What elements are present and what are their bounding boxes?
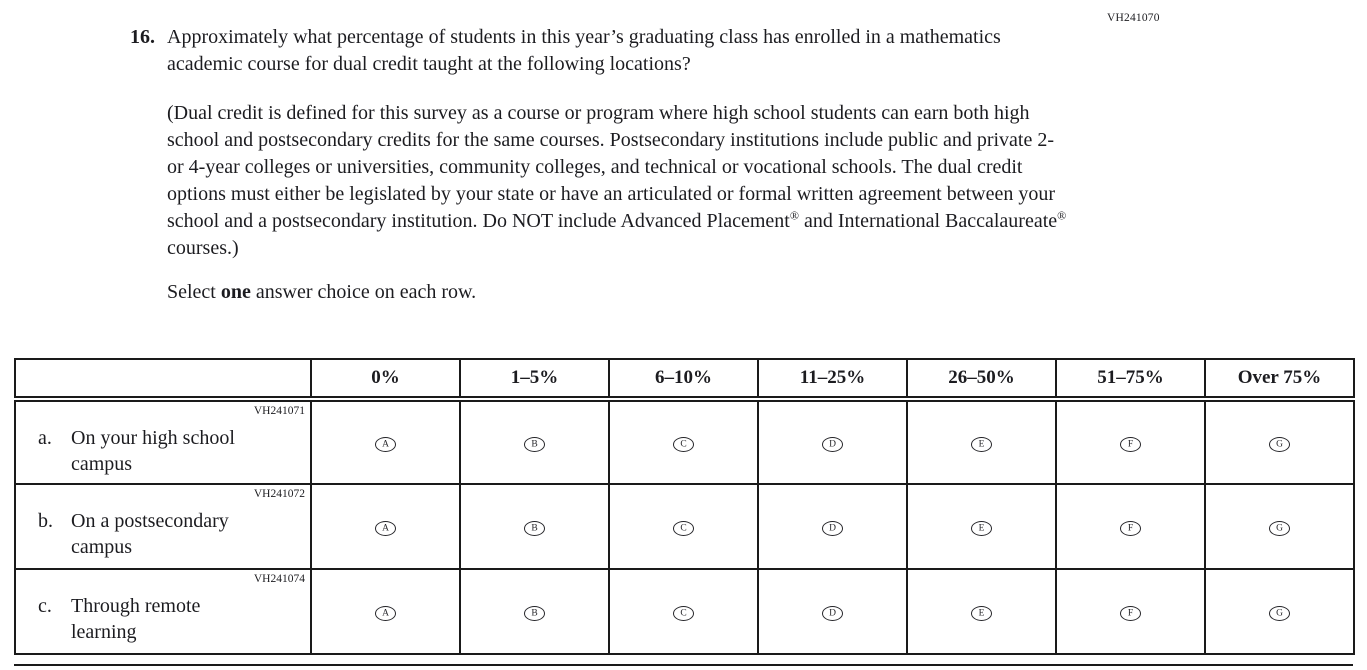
bubble-letter: G [1276,523,1283,534]
choice-bubble-g[interactable] [1269,521,1290,536]
bubble-letter: A [382,439,389,450]
choice-bubble-d[interactable] [822,437,843,452]
answer-cell [460,484,609,569]
answer-cell [609,399,758,484]
column-header-11-25pct: 11–25% [758,359,907,399]
answer-cell [1056,484,1205,569]
choice-bubble-e[interactable] [971,437,992,452]
choice-bubble-b[interactable] [524,437,545,452]
bubble-letter: A [382,523,389,534]
row-label-text: Through remote learning [71,595,201,643]
bubble-letter: B [531,608,538,619]
answer-cell [758,484,907,569]
row-label-cell [15,569,311,654]
row-label-text: On a postsecondary campus [71,510,229,558]
bubble-letter: E [978,439,985,450]
answer-cell [907,569,1056,654]
row-letter: a. [38,427,52,449]
bubble-letter: F [1127,523,1134,534]
table-row-a [15,399,1354,484]
header-row [15,359,1354,399]
choice-bubble-d[interactable] [822,521,843,536]
form-code: VH241070 [1107,12,1160,24]
choice-bubble-b[interactable] [524,606,545,621]
bubble-letter: G [1276,608,1283,619]
answer-grid-container [14,358,1355,655]
bubble-letter: C [680,439,687,450]
bubble-letter: E [978,608,985,619]
choice-bubble-a[interactable] [375,437,396,452]
choice-bubble-e[interactable] [971,521,992,536]
answer-cell [311,484,460,569]
answer-cell [907,399,1056,484]
bubble-letter: E [978,523,985,534]
row-letter: b. [38,510,53,532]
answer-cell [311,399,460,484]
answer-grid-table [14,358,1355,655]
answer-cell [1205,569,1354,654]
column-header-over-75pct: Over 75% [1205,359,1354,399]
column-header-51-75pct: 51–75% [1056,359,1205,399]
column-header-26-50pct: 26–50% [907,359,1056,399]
definition-text: (Dual credit is defined for this survey as a course or program where high school students can earn both high school and postsecondary credits for the same courses. Postsecondary institutions include public and private 2- or 4-year colleges or universities, community colleges, and technical or vocational schools. The dual credit options must either be legislated by your state or have an articulated or formal written agreement between your school and a postsecondary institution. Do NOT include Advanced Placement [167,102,1056,232]
answer-cell [1205,399,1354,484]
row-item-code: VH241071 [253,405,305,417]
question-definition [167,100,1072,262]
bubble-letter: D [829,439,836,450]
table-row-b [15,484,1354,569]
registered-mark: ® [1057,208,1067,223]
row-item-code: VH241074 [253,573,305,585]
choice-bubble-g[interactable] [1269,437,1290,452]
question-instruction [167,279,1140,306]
definition-text: courses.) [167,237,239,259]
choice-bubble-a[interactable] [375,521,396,536]
column-header-6-10pct: 6–10% [609,359,758,399]
definition-text: and International Baccalaureate [798,210,1058,232]
answer-cell [907,484,1056,569]
instruction-text: Select [167,281,221,303]
table-corner-cell [15,359,311,399]
choice-bubble-d[interactable] [822,606,843,621]
table-row-c [15,569,1354,654]
instruction-bold-text: one [220,281,251,303]
answer-cell [460,399,609,484]
answer-cell [609,484,758,569]
choice-bubble-e[interactable] [971,606,992,621]
choice-bubble-f[interactable] [1120,606,1141,621]
row-letter: c. [38,595,52,617]
choice-bubble-f[interactable] [1120,437,1141,452]
answer-cell [460,569,609,654]
choice-bubble-c[interactable] [673,521,694,536]
answer-cell [758,399,907,484]
row-item-code: VH241072 [253,488,305,500]
answer-cell [609,569,758,654]
registered-mark: ® [789,208,799,223]
choice-bubble-b[interactable] [524,521,545,536]
choice-bubble-f[interactable] [1120,521,1141,536]
bubble-letter: B [531,439,538,450]
bubble-letter: F [1127,608,1134,619]
bubble-letter: F [1127,439,1134,450]
bubble-letter: C [680,608,687,619]
instruction-text: answer choice on each row. [250,281,477,303]
question-block [130,24,1140,306]
answer-cell [1056,399,1205,484]
choice-bubble-a[interactable] [375,606,396,621]
question-prompt: Approximately what percentage of students in this year’s graduating class has enrolled in a mathematics academic course for dual credit taught at the following locations? [167,26,1001,75]
answer-cell [758,569,907,654]
choice-bubble-c[interactable] [673,606,694,621]
bubble-letter: G [1276,439,1283,450]
column-header-1-5pct: 1–5% [460,359,609,399]
choice-bubble-g[interactable] [1269,606,1290,621]
question-number: 16. [130,26,155,48]
answer-cell [311,569,460,654]
bubble-letter: B [531,523,538,534]
choice-bubble-c[interactable] [673,437,694,452]
bubble-letter: D [829,608,836,619]
answer-cell [1205,484,1354,569]
row-label-text: On your high school campus [71,427,235,475]
bubble-letter: D [829,523,836,534]
row-label-cell [15,484,311,569]
column-header-0pct: 0% [311,359,460,399]
answer-cell [1056,569,1205,654]
bubble-letter: C [680,523,687,534]
row-label-cell [15,399,311,484]
next-row-cutoff-border [14,664,1353,666]
bubble-letter: A [382,608,389,619]
